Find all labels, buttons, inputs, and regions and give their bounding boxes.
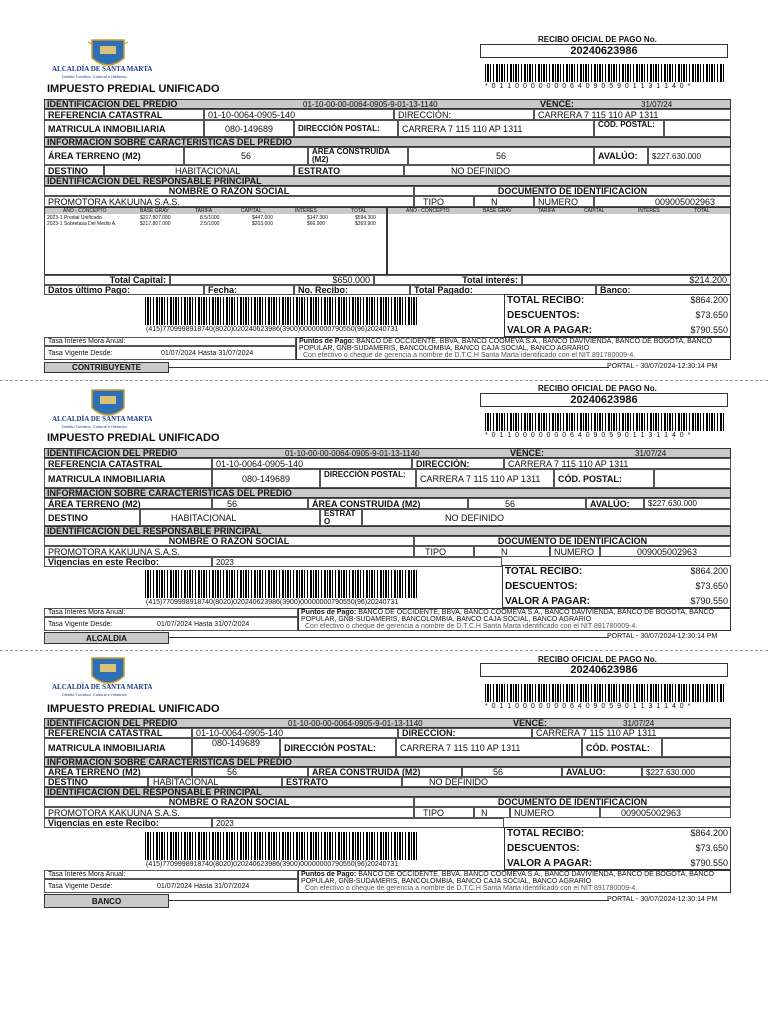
documento-label: DOCUMENTO DE IDENTIFICACIÓN [414,797,731,807]
direccion-postal-value: CARRERA 7 115 110 AP 1311 [398,120,594,137]
copy-label-alcaldia: ALCALDIA [44,632,169,644]
area-terreno-value: 56 [184,147,308,165]
cod-postal-label: CÓD. POSTAL: [582,738,662,757]
tasa-vigente-row [44,879,298,893]
avaluo-value: $227.630.000 [648,147,731,165]
avaluo-value: $227.630.000 [644,498,731,509]
alcaldia-logo [48,656,168,702]
portal-text: PORTAL - 30/07/2024-12:30:14 PM [607,633,718,640]
tasa-mora-label: Tasa Interés Mora Anual: [44,870,298,879]
impuesto-title: IMPUESTO PREDIAL UNIFICADO [47,703,220,715]
logo-text: ALCALDÍA DE SANTA MARTA [52,415,153,423]
recibo-number: 20240623986 [480,393,728,407]
nombre-label: NOMBRE O RAZON SOCIAL [44,797,414,807]
area-terreno-label: ÁREA TERRENO (M2) [44,767,192,777]
nombre-label: NOMBRE O RAZON SOCIAL [44,186,414,196]
logo-text: ALCALDÍA DE SANTA MARTA [52,65,153,73]
vigencias-value: 2023 [212,818,504,828]
detail-col-capital: CAPITAL [584,208,605,214]
totals-box [504,827,731,870]
avaluo-label: AVALÚO: [586,498,644,509]
copy-label-contribuyente: CONTRIBUYENTE [44,362,169,373]
recibo-number: 20240623986 [480,663,728,677]
ident-predio-row [44,718,731,728]
detail-cell: 2.5/1000 [200,221,220,227]
impuesto-title: IMPUESTO PREDIAL UNIFICADO [47,432,220,444]
area-terreno-value: 56 [192,767,308,777]
descuentos-value: $73.650 [695,843,728,853]
direccion-postal-value: CARRERA 7 115 110 AP 1311 [396,738,582,757]
cut-line [0,380,768,381]
top-barcode [485,413,725,431]
estrato-label: ESTRATO [320,509,362,526]
area-construida-value: 56 [408,147,594,165]
total-interes-label: Total interés: [374,275,522,285]
top-barcode [485,684,725,702]
vigencias-value: 2023 [212,557,502,567]
ref-catastral-value: 01-10-0064-0905-140 [204,109,394,120]
destino-label: DESTINO [44,165,104,176]
numero-value: 009005002963 [600,807,731,818]
detail-cell: $269.900 [355,221,376,227]
vigencias-label: Vigencias en este Recibo: [44,557,212,567]
matricula-label: MATRICULA INMOBILIARIA [44,120,204,137]
direccion-postal-label: DIRECCIÓN POSTAL: [294,120,398,137]
recibo-title: RECIBO OFICIAL DE PAGO No. [538,35,657,44]
numero-label: NUMERO [534,196,594,207]
ident-predio-value: 01-10-00-00-0064-0905-9-01-13-1140 [288,719,423,728]
tasa-vigente-label: Tasa Vigente Desde: [48,621,113,628]
numero-label: NUMERO [550,546,600,557]
payment-barcode [145,570,417,598]
destino-label: DESTINO [44,777,148,787]
puntos-pago-box [298,608,731,631]
info-caract-header: INFORMACIÓN SOBRE CARACTERÍSTICAS DEL PREDIO [44,488,731,498]
payment-barcode [145,832,417,860]
recibo-title: RECIBO OFICIAL DE PAGO No. [538,384,657,393]
area-construida-label: ÁREA CONSTRUIDA (M2) [308,147,408,165]
ident-predio-value: 01-10-00-00-0064-0905-9-01-13-1140 [303,100,438,109]
copy-label-banco: BANCO [44,894,169,908]
total-capital-label: Total Capital: [44,275,170,285]
cod-postal-value [664,120,731,137]
ident-predio-label: IDENTIFICACION DEL PREDIO [47,448,178,458]
avaluo-value: $227.630.000 [642,767,731,777]
totals-box [504,294,731,337]
detail-cell: $217.807.000 [140,221,171,227]
direccion-value: CARRERA 7 115 110 AP 1311 [504,458,731,469]
payment-barcode [145,297,417,325]
detail-col-interes: INTERES [295,208,317,214]
destino-value: HABITACIONAL [104,165,294,176]
detail-col-interes: INTERES [638,208,660,214]
direccion-label: DIRECCIÓN: [412,458,504,469]
receipt-alcaldia [0,384,768,650]
vence-value: 31/07/24 [641,100,673,109]
ref-catastral-value: 01-10-0064-0905-140 [212,458,412,469]
detail-cell: $203.000 [252,221,273,227]
top-barcode-text: * 0 1 1 0 0 0 0 0 0 0 6 4 0 9 0 5 9 0 1 1 3 1 1 4 0 * [485,83,692,90]
destino-label: DESTINO [44,509,140,526]
detail-col-total: TOTAL [694,208,710,214]
tipo-label: TIPO [414,196,474,207]
detail-cell: 8.5/1000 [200,215,220,221]
efectivo-note: Con efectivo o cheque de gerencia a nombre de D.T.C.H Santa Marta identificado con el NIT 891780009-4. [305,623,638,630]
area-construida-value: 56 [468,498,586,509]
total-capital-value: $650.000 [170,275,374,285]
logo-subtext: Distrito Turístico, Cultural e Histórico [62,424,127,429]
estrato-value: NO DEFINIDO [402,777,731,787]
direccion-postal-value: CARRERA 7 115 110 AP 1311 [416,469,554,488]
no-recibo-label: No. Recibo: [294,285,410,295]
matricula-label: MATRICULA INMOBILIARIA [44,469,212,488]
nombre-value: PROMOTORA KAKUUNA S.A.S. [44,196,414,207]
ref-catastral-label: REFERENCIA CATASTRAL [44,728,192,738]
alcaldia-logo [48,388,168,434]
total-recibo-value: $864.200 [690,295,728,305]
ref-catastral-label: REFERENCIA CATASTRAL [44,109,204,120]
descuentos-label: DESCUENTOS: [507,843,580,854]
cod-postal-label: CÓD. POSTAL: [554,469,654,488]
detail-table-right [387,207,731,275]
estrato-label: ESTRATO [294,165,404,176]
detail-header-right [388,208,730,214]
fecha-label: Fecha: [204,285,294,295]
ident-predio-row [44,448,731,458]
totals-box [502,565,731,608]
vigencias-label: Vigencias en este Recibo: [44,818,212,828]
estrato-value: NO DEFINIDO [404,165,731,176]
matricula-value: 080-149689 [204,120,294,137]
portal-text: PORTAL - 30/07/2024-12:30:14 PM [607,896,718,903]
estrato-label: ESTRATO [282,777,402,787]
descuentos-value: $73.650 [695,310,728,320]
puntos-pago-box [298,870,731,893]
area-terreno-value: 56 [212,498,308,509]
logo-subtext: Distrito Turístico, Cultural e Histórico [62,74,127,79]
ident-predio-label: IDENTIFICACION DEL PREDIO [47,718,178,728]
matricula-value: 080-149689 [192,738,280,757]
detail-col-tarifa: TARIFA [195,208,213,214]
direccion-value: CARRERA 7 115 110 AP 1311 [532,728,731,738]
puntos-pago-label: Puntos de Pago: [301,871,357,878]
direccion-postal-label: DIRECCIÓN POSTAL: [320,469,416,488]
detail-cell: $217.807.000 [140,215,171,221]
vence-label: VENCE: [513,718,548,728]
cod-postal-value [662,738,731,757]
valor-pagar-value: $790.550 [690,858,728,868]
tipo-value: N [474,807,510,818]
nombre-value: PROMOTORA KAKUUNA S.A.S. [44,807,414,818]
detail-col-concepto: AÑO - CONCEPTO [406,208,450,214]
receipt-contribuyente [0,0,768,380]
datos-ultimo-pago-label: Datos último Pago: [44,285,204,295]
tipo-label: TIPO [414,807,474,818]
detail-col-concepto: AÑO - CONCEPTO [63,208,107,214]
estrato-value: NO DEFINIDO [362,509,731,526]
numero-value: 009005002963 [594,196,731,207]
avaluo-label: AVALÚO: [562,767,642,777]
vence-label: VENCE: [510,448,545,458]
ident-responsable-header: IDENTIFICACIÓN DEL RESPONSABLE PRINCIPAL [44,787,731,797]
detail-cell: $66.900 [307,221,326,227]
cod-postal-value [654,469,731,488]
payment-barcode-text: (415)7709998918740(8020)020240623986(3900)00000000790550(96)20240731 [146,599,399,606]
recibo-number: 20240623986 [480,44,728,58]
puntos-pago-value: BANCO DE OCCIDENTE, BBVA, BANCO COOMEVA S.A., BANCO DAVIVIENDA, BANCO DE BOGOTA, BANCO POPULAR, GNB-SUDAMERIS, BANCOLOMBIA, BANCO CAJA SOCIAL, BANCO AGRARIO [301,609,714,623]
top-barcode-text: * 0 1 1 0 0 0 0 0 0 0 6 4 0 9 0 5 9 0 1 1 3 1 1 4 0 * [485,703,692,710]
nombre-value: PROMOTORA KAKUUNA S.A.S. [44,546,414,557]
top-barcode [485,64,725,82]
puntos-pago-value: BANCO DE OCCIDENTE, BBVA, BANCO COOMEVA S.A., BANCO DAVIVIENDA, BANCO DE BOGOTA, BANCO POPULAR, GNB-SUDAMERIS, BANCOLOMBIA, BANCO CAJA SOCIAL, BANCO AGRARIO [299,338,712,352]
area-construida-value: 56 [462,767,562,777]
total-pagado-label: Total Pagado: [410,285,596,295]
tipo-label: TIPO [414,546,474,557]
ref-catastral-label: REFERENCIA CATASTRAL [44,458,212,469]
payment-barcode-text: (415)7709998918740(8020)020240623986(3900)00000000790550(96)20240731 [146,861,399,868]
efectivo-note: Con efectivo o cheque de gerencia a nombre de D.T.C.H Santa Marta identificado con el NIT 891780009-4. [303,352,636,359]
vence-label: VENCE: [540,99,575,109]
area-construida-label: ÁREA CONSTRUIDA (M2) [308,498,468,509]
destino-value: HABITACIONAL [148,777,282,787]
documento-label: DOCUMENTO DE IDENTIFICACIÓN [414,186,731,196]
detail-cell: $594.300 [355,215,376,221]
ident-predio-label: IDENTIFICACION DEL PREDIO [47,99,178,109]
valor-pagar-label: VALOR A PAGAR: [507,858,592,869]
area-terreno-label: ÁREA TERRENO (M2) [44,498,212,509]
avaluo-label: AVALÚO: [594,147,648,165]
recibo-title: RECIBO OFICIAL DE PAGO No. [538,655,657,664]
total-recibo-value: $864.200 [690,566,728,576]
tipo-value: N [474,196,534,207]
impuesto-title: IMPUESTO PREDIAL UNIFICADO [47,83,220,95]
valor-pagar-value: $790.550 [690,325,728,335]
tasa-vigente-value: 01/07/2024 Hasta 31/07/2024 [157,621,250,628]
valor-pagar-label: VALOR A PAGAR: [505,596,590,607]
tasa-vigente-value: 01/07/2024 Hasta 31/07/2024 [157,883,250,890]
tasa-vigente-label: Tasa Vigente Desde: [48,350,113,357]
banco-label: Banco: [596,285,731,295]
total-recibo-label: TOTAL RECIBO: [507,295,585,306]
total-recibo-value: $864.200 [690,828,728,838]
logo-text: ALCALDÍA DE SANTA MARTA [52,683,153,691]
descuentos-label: DESCUENTOS: [507,310,580,321]
puntos-pago-value: BANCO DE OCCIDENTE, BBVA, BANCO COOMEVA S.A., BANCO DAVIVIENDA, BANCO DE BOGOTA, BANCO POPULAR, GNB-SUDAMERIS, BANCOLOMBIA, BANCO CAJA SOCIAL, BANCO AGRARIO [301,871,714,885]
receipt-banco [0,652,768,922]
cut-line [0,650,768,651]
portal-text: PORTAL - 30/07/2024-12:30:14 PM [607,363,718,370]
tasa-vigente-row [44,346,296,360]
ident-responsable-header: IDENTIFICACIÓN DEL RESPONSABLE PRINCIPAL [44,176,731,186]
ident-responsable-header: IDENTIFICACIÓN DEL RESPONSABLE PRINCIPAL [44,526,731,536]
ref-catastral-value: 01-10-0064-0905-140 [192,728,398,738]
descuentos-value: $73.650 [695,581,728,591]
detail-cell: 2023-1 Predial Unificado [47,215,102,221]
tipo-value: N [474,546,550,557]
cod-postal-label: CÓD. POSTAL: [594,120,664,137]
alcaldia-logo [48,38,168,84]
ident-predio-value: 01-10-00-00-0064-0905-9-01-13-1140 [285,449,420,458]
portal-line [169,367,609,368]
direccion-postal-label: DIRECCIÓN POSTAL: [280,738,396,757]
efectivo-note: Con efectivo o cheque de gerencia a nombre de D.T.C.H Santa Marta identificado con el NIT 891780009-4. [305,885,638,892]
portal-line [169,900,609,901]
destino-value: HABITACIONAL [140,509,320,526]
tasa-vigente-label: Tasa Vigente Desde: [48,883,113,890]
vence-value: 31/07/24 [635,449,667,458]
nombre-label: NOMBRE O RAZON SOCIAL [44,536,414,546]
info-caract-header: INFORMACIÓN SOBRE CARACTERÍSTICAS DEL PREDIO [44,137,731,147]
detail-table-left [44,207,387,275]
detail-cell: $147.300 [307,215,328,221]
total-recibo-label: TOTAL RECIBO: [505,566,583,577]
tasa-mora-label: Tasa Interés Mora Anual: [44,608,298,617]
logo-subtext: Distrito Turístico, Cultural e Histórico [62,692,127,697]
detail-col-total: TOTAL [351,208,367,214]
descuentos-label: DESCUENTOS: [505,581,578,592]
vence-value: 31/07/24 [623,719,655,728]
info-caract-header: INFORMACIÓN SOBRE CARACTERÍSTICAS DEL PREDIO [44,757,731,767]
detail-col-base: BASE GRAV [483,208,512,214]
numero-value: 009005002963 [600,546,731,557]
area-terreno-label: ÁREA TERRENO (M2) [44,147,184,165]
detail-cell: 2023-1 Sobretasa Del Medio A. [47,221,117,227]
detail-cell: $447.000 [252,215,273,221]
matricula-value: 080-149689 [212,469,320,488]
area-construida-label: ÁREA CONSTRUIDA (M2) [308,767,462,777]
puntos-pago-label: Puntos de Pago: [301,609,357,616]
detail-row [45,221,386,227]
top-barcode-text: * 0 1 1 0 0 0 0 0 0 0 6 4 0 9 0 5 9 0 1 1 3 1 1 4 0 * [485,432,692,439]
total-interes-value: $214.200 [522,275,731,285]
matricula-label: MATRICULA INMOBILIARIA [44,738,192,757]
tasa-vigente-row [44,617,298,631]
puntos-pago-box [296,337,731,360]
direccion-label: DIRECCIÓN: [398,728,532,738]
total-recibo-label: TOTAL RECIBO: [507,828,585,839]
valor-pagar-value: $790.550 [690,596,728,606]
direccion-label: DIRECCIÓN: [394,109,534,120]
detail-header [45,208,386,214]
ident-predio-row [44,99,731,109]
detail-col-tarifa: TARIFA [538,208,556,214]
payment-barcode-text: (415)7709998918740(8020)020240623986(3900)00000000790550(96)20240731 [146,326,399,333]
portal-line [169,637,609,638]
documento-label: DOCUMENTO DE IDENTIFICACIÓN [414,536,731,546]
tasa-vigente-value: 01/07/2024 Hasta 31/07/2024 [161,350,254,357]
direccion-value: CARRERA 7 115 110 AP 1311 [534,109,731,120]
detail-col-capital: CAPITAL [241,208,262,214]
detail-col-base: BASE GRAV [140,208,169,214]
puntos-pago-label: Puntos de Pago: [299,338,355,345]
numero-label: NUMERO [510,807,600,818]
tasa-mora-label: Tasa Interés Mora Anual: [44,337,296,346]
valor-pagar-label: VALOR A PAGAR: [507,325,592,336]
